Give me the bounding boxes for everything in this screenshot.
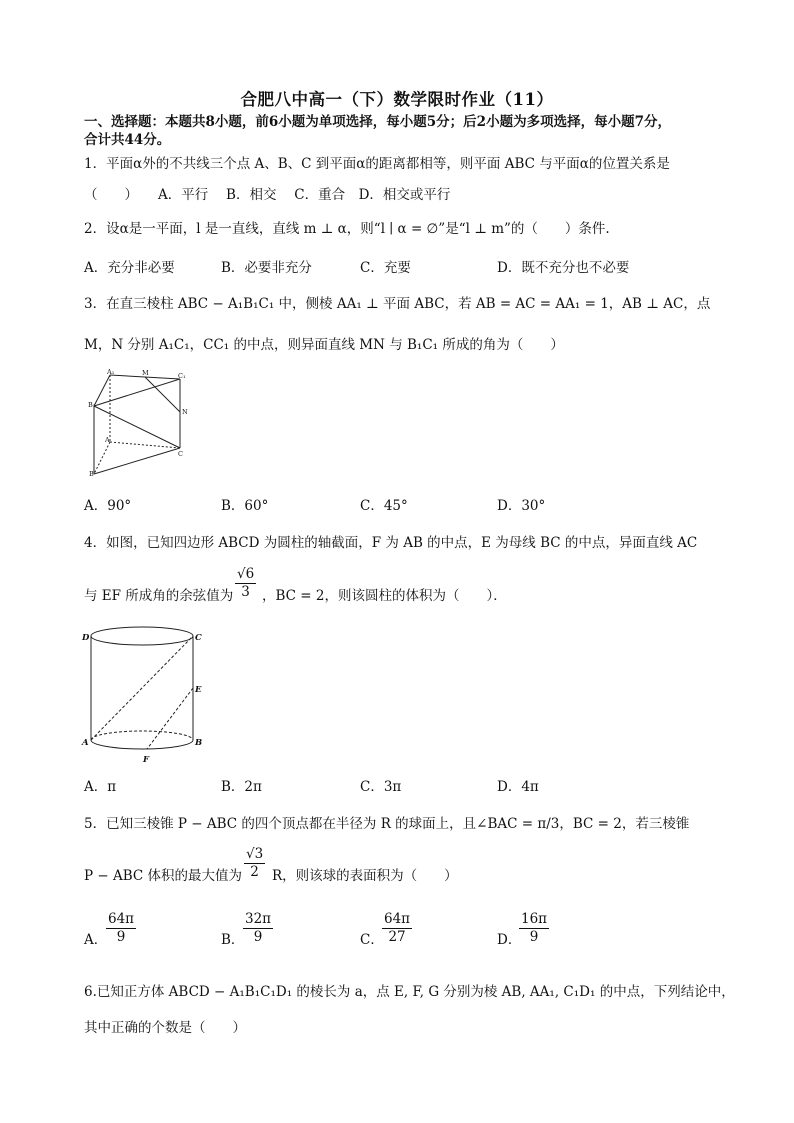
- q5-option-a-label: A．: [84, 932, 108, 948]
- q5-option-b-label: B．: [221, 932, 245, 948]
- q3-option-d: D．30°: [497, 498, 546, 514]
- q6-stem-line2: 其中正确的个数是（ ）: [84, 1020, 246, 1036]
- q5-fraction: [244, 846, 265, 881]
- q3-label-c: C: [178, 450, 183, 458]
- q5-option-d-label: D．: [497, 932, 522, 948]
- q5-stem-line1: 5．已知三棱锥 P − ABC 的四个顶点都在半径为 R 的球面上，且∠BAC = π/3，BC = 2，若三棱锥: [84, 816, 690, 832]
- q4-label-a: A: [82, 738, 89, 748]
- q1-options: A．平行 B．相交 C．重合 D．相交或平行: [158, 187, 451, 203]
- q1-stem-line1: 1．平面α外的不共线三个点 A、B、C 到平面α的距离都相等，则平面 ABC 与平面α的位置关系是: [84, 156, 670, 172]
- q3-stem-line1: 3．在直三棱柱 ABC − A₁B₁C₁ 中，侧棱 AA₁ ⊥ 平面 ABC，若 AB = AC = AA₁ = 1，AB ⊥ AC，点: [84, 296, 711, 312]
- page-title: 合肥八中高一（下）数学限时作业（11）: [240, 90, 554, 109]
- q5-option-c-den: 27: [388, 929, 406, 945]
- q5-option-d-num: 16π: [521, 911, 548, 927]
- q4-stem-line1: 4．如图，已知四边形 ABCD 为圆柱的轴截面，F 为 AB 的中点，E 为母线 BC 的中点，异面直线 AC: [84, 535, 698, 551]
- q3-option-b: B．60°: [221, 498, 269, 514]
- q5-option-a-num: 64π: [108, 911, 135, 927]
- q2-option-d: D．既不充分也不必要: [497, 260, 630, 276]
- q4-option-a: A．π: [84, 779, 117, 795]
- q4-option-d: D．4π: [497, 779, 539, 795]
- q4-cylinder-figure: [80, 624, 210, 766]
- q3-prism-figure: [82, 366, 194, 478]
- q3-stem-line2: M，N 分别 A₁C₁，CC₁ 的中点，则异面直线 MN 与 B₁C₁ 所成的角为（ ）: [84, 337, 564, 353]
- q5-option-a-frac: [106, 911, 136, 946]
- q6-stem-line1: 6.已知正方体 ABCD − A₁B₁C₁D₁ 的棱长为 a，点 E, F, G 分别为棱 AB, AA₁, C₁D₁ 的中点，下列结论中，: [84, 984, 735, 1000]
- q3-option-c: C．45°: [360, 498, 408, 514]
- q5-option-c-num: 64π: [384, 911, 411, 927]
- q3-label-a1: A₁: [107, 368, 115, 376]
- q4-fraction-den: 3: [241, 584, 250, 600]
- q2-stem: 2．设α是一平面，l 是一直线，直线 m ⊥ α，则“l ∣ α = ∅”是“l ⊥ m”的（ ）条件.: [84, 221, 610, 237]
- q4-fraction-num: √6: [237, 566, 255, 582]
- q5-option-d-frac: [519, 911, 549, 946]
- q3-label-m: M: [142, 369, 149, 377]
- q5-stem-line2-pre: P − ABC 体积的最大值为: [84, 868, 243, 884]
- q4-label-d: D: [82, 633, 90, 643]
- q3-label-b1: B₁: [88, 401, 96, 409]
- q5-fraction-num: √3: [246, 846, 264, 862]
- q3-label-b: B: [89, 470, 94, 478]
- q3-label-n: N: [182, 408, 188, 416]
- q5-option-a-den: 9: [116, 929, 126, 945]
- q4-stem-line2-pre: 与 EF 所成角的余弦值为: [84, 588, 234, 604]
- q5-option-d-den: 9: [529, 929, 539, 945]
- q3-option-a: A．90°: [84, 498, 132, 514]
- q4-option-c: C．3π: [360, 779, 402, 795]
- q4-fraction: [235, 566, 256, 601]
- q4-option-b: B．2π: [221, 779, 262, 795]
- q5-option-c-label: C．: [360, 932, 384, 948]
- q4-label-b: B: [195, 738, 203, 748]
- section-header-line2: 合计共44分。: [84, 132, 171, 148]
- q5-stem-line2-post: R，则该球的表面积为（ ）: [272, 868, 458, 884]
- q2-option-c: C．充要: [360, 260, 411, 276]
- q1-stem-line2: （ ）: [84, 187, 138, 203]
- q2-option-b: B．必要非充分: [221, 260, 312, 276]
- q4-label-c: C: [195, 633, 202, 643]
- q2-option-a: A．充分非必要: [84, 260, 175, 276]
- q4-stem-line2-post: ，BC = 2，则该圆柱的体积为（ ）．: [262, 588, 507, 604]
- q3-label-a: A: [105, 436, 110, 444]
- q5-option-b-frac: [243, 911, 273, 946]
- q3-label-c1: C₁: [178, 372, 186, 380]
- q5-option-b-den: 9: [253, 929, 263, 945]
- q4-label-e: E: [195, 685, 202, 695]
- q5-option-c-frac: [382, 911, 412, 946]
- q5-fraction-den: 2: [250, 864, 259, 880]
- q4-label-f: F: [143, 755, 150, 765]
- section-header-line1: 一、选择题：本题共8小题，前6小题为单项选择，每小题5分；后2小题为多项选择，每小题7分，: [84, 114, 671, 130]
- q5-option-b-num: 32π: [245, 911, 272, 927]
